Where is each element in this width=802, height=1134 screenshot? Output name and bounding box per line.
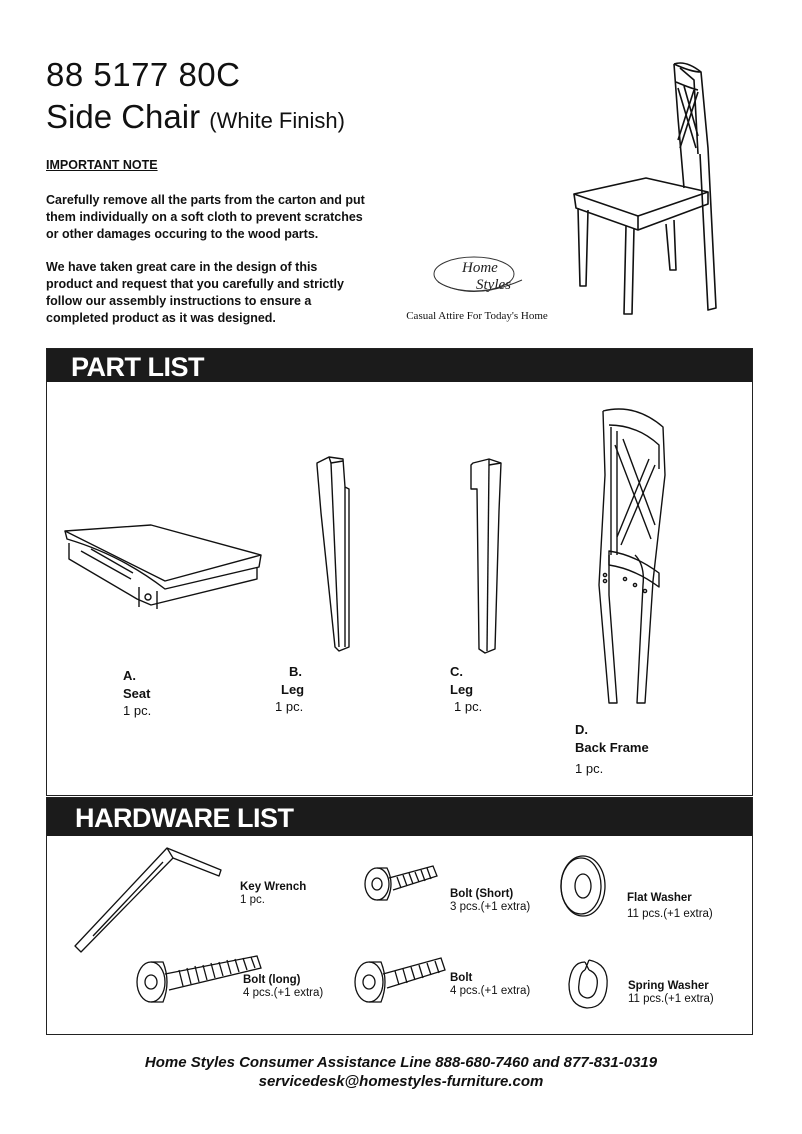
title-main: Side Chair — [46, 98, 201, 135]
hardware-list-panel — [46, 797, 753, 1035]
part-b-name: Leg — [281, 682, 305, 697]
part-d-qty: 1 pc. — [575, 761, 604, 776]
part-a-letter: A. — [123, 668, 136, 683]
hw-bolt-long-name: Bolt (long) — [243, 974, 301, 986]
hw-key-wrench-qty: 1 pc. — [240, 894, 265, 906]
hw-bolt-qty: 4 pcs.(+1 extra) — [450, 985, 531, 997]
hardware-list-header — [47, 798, 752, 836]
part-c-label — [450, 663, 482, 715]
part-b-label — [275, 663, 304, 715]
part-c-letter: C. — [450, 664, 463, 679]
hw-spring-washer-qty: 11 pcs.(+1 extra) — [628, 993, 714, 1005]
hw-key-wrench-label — [240, 881, 306, 907]
bolt-icon — [353, 952, 449, 1006]
hw-spring-washer-name: Spring Washer — [628, 980, 709, 992]
part-list-panel — [46, 348, 753, 796]
part-d-name: Back Frame — [575, 740, 649, 755]
footer-email: servicedesk@homestyles-furniture.com — [258, 1073, 544, 1090]
hw-spring-washer-label — [628, 980, 714, 1006]
part-list-header — [47, 349, 752, 382]
part-a-name: Seat — [123, 686, 151, 701]
hw-bolt-short-label — [450, 888, 530, 914]
part-b-letter: B. — [289, 664, 302, 679]
seat-part-drawing — [61, 525, 265, 615]
hw-bolt-long-label — [243, 974, 323, 1000]
key-wrench-icon — [73, 846, 223, 954]
leg-b-part-drawing — [309, 457, 359, 655]
hardware-list-title: HARDWARE LIST — [75, 803, 294, 833]
part-a-label — [123, 667, 151, 719]
logo-word-home: Home — [462, 260, 498, 276]
hw-key-wrench-name: Key Wrench — [240, 881, 307, 893]
part-d-letter: D. — [575, 722, 588, 737]
hw-bolt-long-qty: 4 pcs.(+1 extra) — [243, 987, 324, 999]
spring-washer-icon — [565, 956, 611, 1012]
bolt-short-icon — [363, 860, 439, 904]
hw-bolt-name: Bolt — [450, 972, 473, 984]
important-note-heading: IMPORTANT NOTE — [46, 158, 158, 172]
hw-flat-washer-label — [627, 892, 713, 921]
flat-washer-icon — [559, 852, 609, 918]
hw-bolt-short-qty: 3 pcs.(+1 extra) — [450, 901, 531, 913]
part-d-label — [575, 721, 649, 777]
note-paragraph-1: Carefully remove all the parts from the carton and put them individually on a soft cloth to prevent scratches or other damages occuring to the wood parts. — [46, 193, 365, 241]
chair-illustration — [566, 58, 736, 320]
hw-bolt-short-name: Bolt (Short) — [450, 888, 514, 900]
part-list-title: PART LIST — [71, 352, 204, 382]
part-a-qty: 1 pc. — [123, 703, 152, 718]
part-c-qty: 1 pc. — [454, 699, 483, 714]
model-number: 88 5177 80C — [46, 56, 241, 93]
leg-c-part-drawing — [463, 459, 507, 655]
part-c-name: Leg — [450, 682, 474, 697]
hw-flat-washer-qty: 11 pcs.(+1 extra) — [627, 908, 713, 920]
hw-bolt-label — [450, 972, 530, 998]
hw-flat-washer-name: Flat Washer — [627, 892, 692, 904]
brand-logo-swoosh-icon — [392, 252, 562, 312]
footer-assistance-line: Home Styles Consumer Assistance Line 888-680-7460 and 877-831-0319 — [144, 1054, 658, 1071]
logo-word-styles: Styles — [476, 277, 511, 293]
page-title — [46, 98, 345, 136]
brand-tagline: Casual Attire For Today's Home — [406, 310, 548, 322]
part-b-qty: 1 pc. — [275, 699, 304, 714]
back-frame-part-drawing — [595, 405, 675, 705]
note-paragraph-2: We have taken great care in the design of this product and request that you carefully and strictly follow our assembly instructions to ensure a completed product as it was designed. — [46, 260, 344, 325]
title-sub: (White Finish) — [209, 108, 345, 133]
